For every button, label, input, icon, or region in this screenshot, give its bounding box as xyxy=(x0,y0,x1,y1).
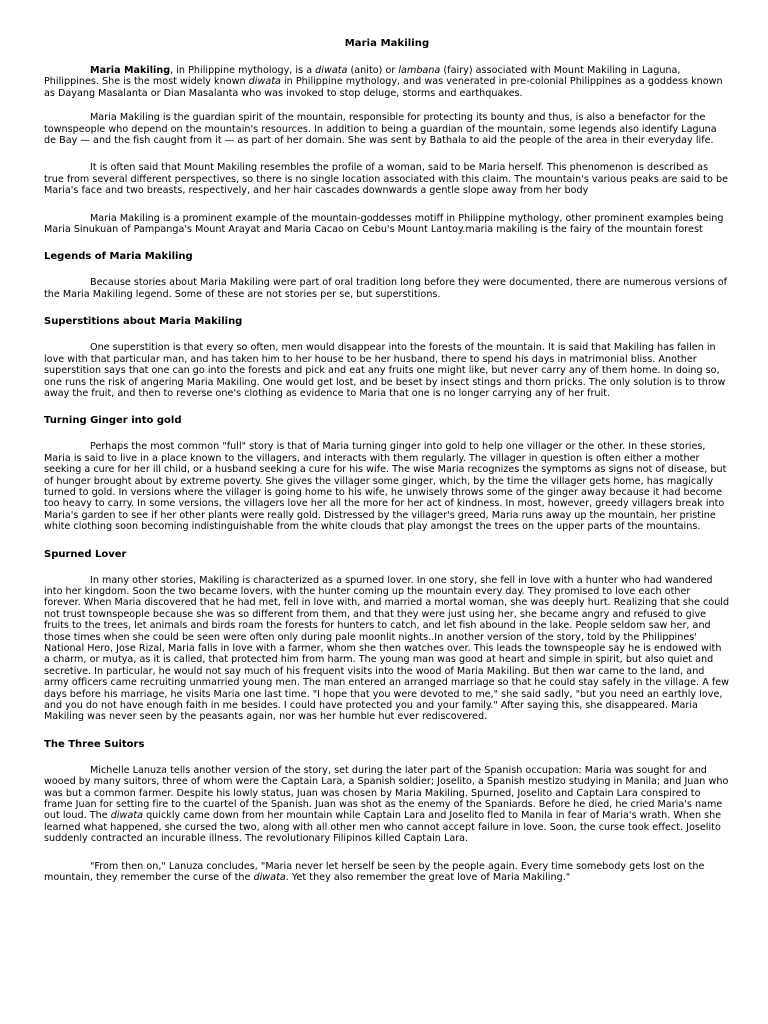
intro-text-1: , in Philippine mythology, is a xyxy=(170,65,316,76)
intro-italic-3: diwata xyxy=(248,76,281,88)
intro-text-2: (anito) or xyxy=(347,65,399,76)
ginger-paragraph: Perhaps the most common "full" story is that of Maria turning ginger into gold to help one villager or the other. In these stories, Maria is said to live in a place known to the villagers, and interacts with them regularly. The villager in question is often either a mother seeking a cure for her ill child, or a husband seeking a cure for his wife. The wise Maria recognizes the symptoms as signs not of disease, but of hunger brought about by extreme poverty. She gives the villager some ginger, which, by the time the villager gets home, has magically turned to gold. In versions where the villager is going home to his wife, he unwisely throws some of the ginger away because it had become too heavy to carry. In some versions, the villagers love her all the more for her act of kindness. In most, however, greedy villagers break into Maria's garden to see if her other plants were really gold. Distressed by the villager's greed, Maria runs away up the mountain, her pristine white clothing soon becoming indistinguishable from the white clouds that play amongst the trees on the upper parts of the mountains. xyxy=(44,441,727,533)
intro-italic-1: diwata xyxy=(315,65,348,76)
spurned-heading: Spurned Lover xyxy=(44,548,127,560)
superstitions-paragraph: One superstition is that every so often, men would disappear into the forests of the mountain. It is said that Makiling has fallen in love with that particular man, and has taken him to her house to be her husband, there to spend his days in matrimonial bliss. Another superstition says that one can go into the forests and pick and eat any fruits one might like, but never carry any of them home. In doing so, one runs the risk of angering Maria Makiling. One would get lost, and be beset by insect stings and thorn pricks. The only solution is to throw away the fruit, and then to reverse one's clothing as evidence to Maria that one is no longer carrying any of her fruit. xyxy=(44,342,726,399)
final-text-1: "From then on," Lanuza concludes, "Maria never let herself be seen by the people again. Every time somebody gets lost on the mountain, they remember the curse of the xyxy=(44,860,705,884)
example-paragraph: Maria Makiling is a prominent example of the mountain-goddesses motiff in Philippine mythology, other prominent examples being Maria Sinukuan of Pampanga's Mount Arayat and Maria Cacao on Cebu's Mount Lantoy.maria makiling is the fairy of the mountain forest xyxy=(44,212,724,236)
intro-italic-2: lambana xyxy=(398,65,441,76)
intro-paragraph xyxy=(44,65,730,99)
spurned-paragraph: In many other stories, Makiling is characterized as a spurned lover. In one story, she fell in love with a hunter who had wandered into her kingdom. Soon the two became lovers, with the hunter coming up the mountain every day. They promised to love each other forever. When Maria discovered that he had met, fell in love with, and married a mortal woman, she was deeply hurt. Realizing that she could not trust townspeople because she was so different from them, and that they were just using her, she became angry and refused to give fruits to the trees, let animals and birds roam the forests for hunters to catch, and let fish abound in the lake. People seldom saw her, and those times when she could be seen were often only during pale moonlit nights..In another version of the story, told by the Philippines' National Hero, Jose Rizal, Maria falls in love with a farmer, whom she then watches over. This leads the townspeople say he is endowed with a charm, or mutya, as it is called, that protected him from harm. The young man was good at heart and simple in spirit, but also quiet and secretive. In particular, he would not say much of his frequent visits into the wood of Maria Makiling. But then war came to the land, and army officers came recruiting unmarried young men. The man entered an arranged marriage so that he could stay safely in the village. A few days before his marriage, he visits Maria one last time. "I hope that you were devoted to me," she said sadly, "but you need an earthly love, and you do not have enough faith in me besides. I could have protected you and your family." After saying this, she disappeared. Maria Makiling was never seen by the peasants again, nor was her humble hut ever rediscovered. xyxy=(44,574,730,723)
superstitions-heading: Superstitions about Maria Makiling xyxy=(44,316,243,328)
ginger-heading: Turning Ginger into gold xyxy=(44,415,182,427)
intro-text-4: in Philippine mythology, and was venerated in pre-colonial Philippines as a goddess known as Dayang Masalanta or Dian Masalanta who was invoked to stop deluge, storms and earthquakes. xyxy=(44,76,723,99)
final-paragraph xyxy=(44,861,730,884)
intro-lead: Maria Makiling xyxy=(90,65,171,76)
document-title: Maria Makiling xyxy=(344,38,430,49)
legends-heading: Legends of Maria Makiling xyxy=(44,251,193,263)
document-page xyxy=(44,38,730,900)
suitors-text-2: quickly came down from her mountain while Captain Lara and Joselito fled to Manila in fear of Maria's wrath. When she learned what happened, she cursed the two, along with all other men who cannot accept failure in love. Soon, the curse took effect. Joselito suddenly contracted an incurable illness. The revolutionary Filipinos killed Captain Lara. xyxy=(44,810,722,845)
final-text-2: . Yet they also remember the great love of Maria Makiling." xyxy=(285,872,571,884)
suitors-heading: The Three Suitors xyxy=(44,738,145,750)
intro-text-3: (fairy) associated with Mount Makiling in Laguna, Philippines. She is the most widely known xyxy=(44,65,681,88)
guardian-paragraph: Maria Makiling is the guardian spirit of the mountain, responsible for protecting its bounty and thus, is also a benefactor for the townspeople who depend on the mountain's resources. In addition to being a guardian of the mountain, some legends also identify Laguna de Bay — and the fish caught from it — as part of her domain. She was sent by Bathala to aid the people of the area in their everyday life. xyxy=(44,112,717,147)
final-italic-1: diwata xyxy=(253,872,286,884)
suitors-text-1: Michelle Lanuza tells another version of the story, set during the later part of the Spanish occupation: Maria was sought for and wooed by many suitors, three of whom were the Captain Lara, a Spanish soldier; Joselito, a Spanish mestizo studying in Manila; and Juan who was but a common farmer. Despite his lowly status, Juan was chosen by Maria Makiling. Spurned, Joselito and Captain Lara conspired to frame Juan for setting fire to the cuartel of the Spanish. Juan was shot as the enemy of the Spaniards. Before he died, he cried Maria's name out loud. The xyxy=(44,764,729,822)
legends-paragraph: Because stories about Maria Makiling were part of oral tradition long before they were documented, there are numerous versions of the Maria Makiling legend. Some of these are not stories per se, but superstitions. xyxy=(44,277,728,300)
profile-paragraph: It is often said that Mount Makiling resembles the profile of a woman, said to be Maria herself. This phenomenon is described as true from several different perspectives, so there is no single location associated with this claim. The mountain's various peaks are said to be Maria's face and two breasts, respectively, and her hair cascades downwards a gentle slope away from her body xyxy=(44,162,729,197)
suitors-paragraph xyxy=(44,765,730,845)
suitors-italic-1: diwata xyxy=(110,810,143,822)
